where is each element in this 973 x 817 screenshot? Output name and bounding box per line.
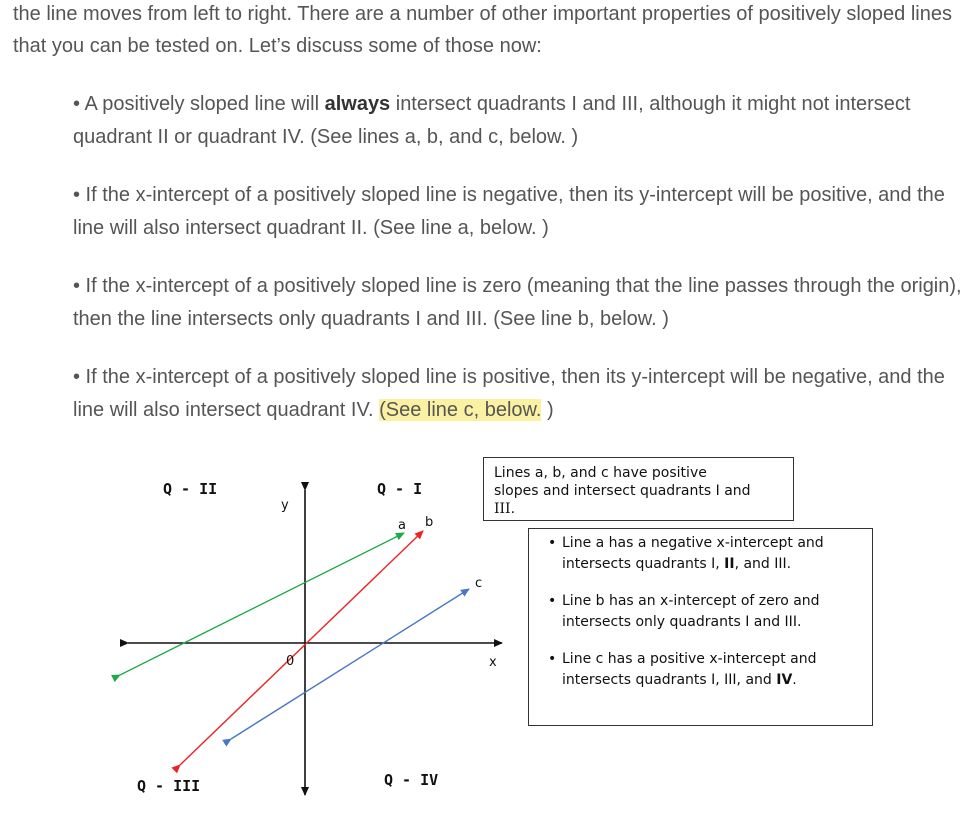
bullet-always-q1-q3: • A positively sloped line will always intersect quadrants I and III, although it might not intersect quadrant II or quadrant IV. (See lines a, b, and c, below. ) xyxy=(73,93,911,148)
label-origin: 0 xyxy=(286,654,295,669)
label-q3: Q - III xyxy=(137,777,201,795)
bold-always: always xyxy=(324,93,391,115)
label-q1: Q - I xyxy=(377,480,423,498)
label-q2: Q - II xyxy=(163,480,218,498)
label-x-axis: x xyxy=(489,655,497,670)
line-c xyxy=(231,589,469,739)
line-a xyxy=(120,533,404,675)
highlighted-text: (See line c, below. xyxy=(379,399,542,421)
label-line-c: c xyxy=(475,576,483,591)
label-line-b: b xyxy=(425,515,434,530)
details-box xyxy=(528,528,873,726)
detail-line-a: • Line a has a negative x-intercept and intersects quadrants I, II, and III. xyxy=(562,533,872,575)
detail-line-b: • Line b has an x-intercept of zero and intersects only quadrants I and III. xyxy=(562,591,872,633)
bullet-negative-x-intercept: • If the x-intercept of a positively sloped line is negative, then its y-intercept will be positive, and the line will also intersect quadrant II. (See line a, below. ) xyxy=(73,184,945,239)
detail-line-c: • Line c has a positive x-intercept and intersects quadrants I, III, and IV. xyxy=(562,649,872,691)
label-y-axis: y xyxy=(281,498,289,513)
intro-paragraph: the line moves from left to right. There are a number of other important properties of positively sloped lines that you can be tested on. Let’s discuss some of those now: xyxy=(13,3,952,57)
label-line-a: a xyxy=(398,518,406,533)
line-b xyxy=(180,531,423,765)
bullet-zero-x-intercept: • If the x-intercept of a positively sloped line is zero (meaning that the line passes through the origin), then the line intersects only quadrants I and III. (See line b, below. ) xyxy=(73,275,962,330)
bullet-positive-x-intercept: • If the x-intercept of a positively sloped line is positive, then its y-intercept will be negative, and the line will also intersect quadrant IV. (See line c, below. ) xyxy=(73,366,945,421)
summary-box: Lines a, b, and c have positive slopes and intersect quadrants I and III. xyxy=(483,457,794,521)
label-q4: Q - IV xyxy=(384,771,439,789)
